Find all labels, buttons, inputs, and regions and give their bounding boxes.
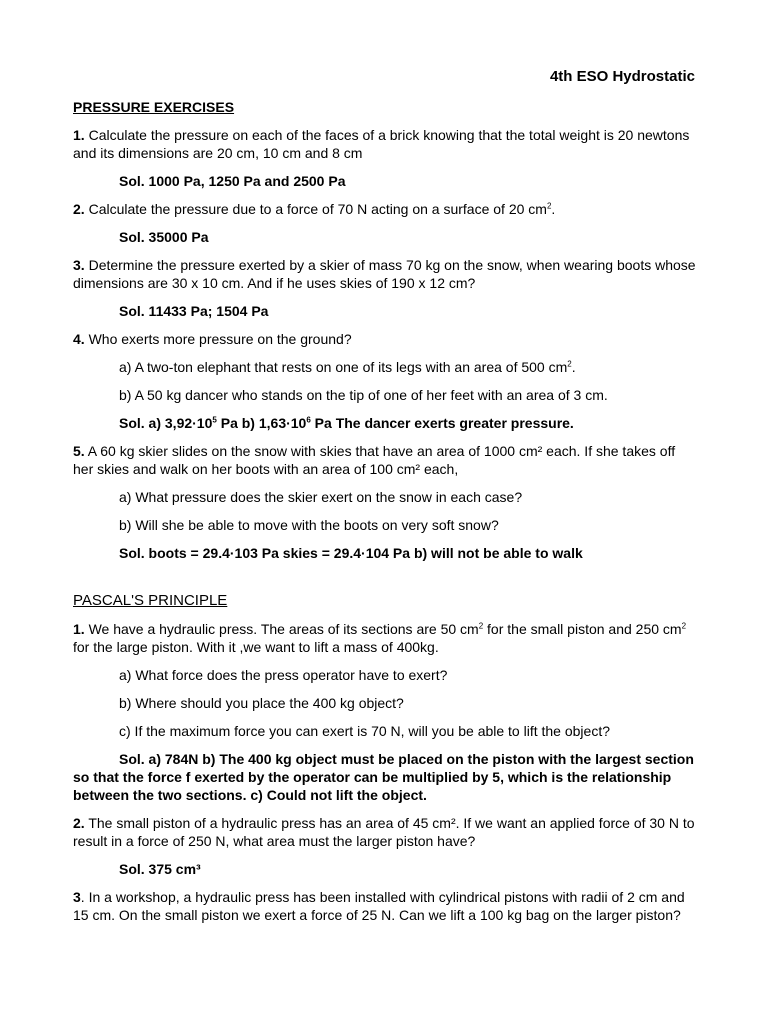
pascal-principle-heading: PASCAL'S PRINCIPLE bbox=[73, 592, 228, 609]
pressure-question-5-part-b: b) Will she be able to move with the boots on very soft snow? bbox=[119, 517, 499, 533]
part-text: a) A two-ton elephant that rests on one of its legs with an area of 500 cm bbox=[119, 359, 568, 375]
question-text: Calculate the pressure on each of the faces of a brick knowing that the total weight is 20 newtons and its dimensions are 20 cm, 10 cm and 8 cm bbox=[73, 127, 690, 161]
pascal-question-3 bbox=[73, 888, 698, 924]
pressure-question-3 bbox=[73, 256, 698, 292]
pascal-solution-1: Sol. a) 784N b) The 400 kg object must be placed on the piston with the largest section so that the force f exerted by the operator can be multiplied by 5, which is the relationship between the two sections. c) Could not lift the object. bbox=[73, 751, 694, 803]
pressure-solution-3: Sol. 11433 Pa; 1504 Pa bbox=[119, 303, 269, 319]
solution-conclusion: Pa The dancer exerts greater pressure. bbox=[310, 415, 574, 431]
question-number: 3. bbox=[73, 257, 85, 273]
pressure-question-2 bbox=[73, 200, 698, 218]
pascal-solution-2: Sol. 375 cm³ bbox=[119, 861, 201, 877]
document-body bbox=[73, 98, 698, 934]
pressure-question-4 bbox=[73, 330, 698, 348]
question-number: 2. bbox=[73, 815, 85, 831]
question-text: A 60 kg skier slides on the snow with skies that have an area of 1000 cm² each. If she takes off her skies and walk on her boots with an area of 100 cm² each, bbox=[73, 443, 676, 477]
pressure-solution-1: Sol. 1000 Pa, 1250 Pa and 2500 Pa bbox=[119, 173, 346, 189]
solution-part-b: Pa b) 1,63·10 bbox=[216, 415, 307, 431]
question-text: Calculate the pressure due to a force of 70 N acting on a surface of 20 cm bbox=[84, 201, 547, 217]
superscript: 2 bbox=[478, 621, 484, 631]
pressure-question-4-part-b: b) A 50 kg dancer who stands on the tip of one of her feet with an area of 3 cm. bbox=[119, 387, 608, 403]
pressure-question-5 bbox=[73, 442, 698, 478]
question-text: Who exerts more pressure on the ground? bbox=[84, 331, 352, 347]
question-text-end: . bbox=[551, 201, 556, 217]
question-number: 1. bbox=[73, 621, 85, 637]
question-text: . In a workshop, a hydraulic press has been installed with cylindrical pistons with radii of 2 cm and 15 cm. On the small piston we exert a force of 25 N. Can we lift a 100 kg bag on the larger piston? bbox=[73, 889, 685, 923]
part-text-end: . bbox=[571, 359, 576, 375]
solution-part-a: Sol. a) 3,92·10 bbox=[119, 415, 213, 431]
question-text: for the small piston and 250 cm bbox=[483, 621, 682, 637]
question-number: 2. bbox=[73, 201, 85, 217]
superscript: 2 bbox=[681, 621, 687, 631]
question-number: 1. bbox=[73, 127, 85, 143]
pressure-exercises-heading: PRESSURE EXERCISES bbox=[73, 99, 235, 115]
superscript: 2 bbox=[546, 201, 552, 211]
question-text: for the large piston. With it ,we want to lift a mass of 400kg. bbox=[73, 639, 439, 655]
question-number: 4. bbox=[73, 331, 85, 347]
pressure-solution-2: Sol. 35000 Pa bbox=[119, 229, 209, 245]
superscript: 5 bbox=[212, 415, 217, 425]
question-number: 3 bbox=[73, 889, 81, 905]
pascal-question-1 bbox=[73, 620, 698, 656]
pressure-question-1 bbox=[73, 126, 698, 162]
pressure-solution-5: Sol. boots = 29.4·103 Pa skies = 29.4·104 Pa b) will not be able to walk bbox=[119, 545, 583, 561]
pascal-question-1-part-a: a) What force does the press operator have to exert? bbox=[119, 667, 448, 683]
question-text: Determine the pressure exerted by a skier of mass 70 kg on the snow, when wearing boots whose dimensions are 30 x 10 cm. And if he uses skies of 190 x 12 cm? bbox=[73, 257, 696, 291]
superscript: 2 bbox=[567, 359, 572, 369]
question-text: We have a hydraulic press. The areas of its sections are 50 cm bbox=[84, 621, 479, 637]
question-number: 5. bbox=[73, 443, 85, 459]
pressure-question-4-part-a bbox=[119, 358, 698, 376]
superscript: 6 bbox=[306, 415, 311, 425]
pressure-question-5-part-a: a) What pressure does the skier exert on the snow in each case? bbox=[119, 489, 523, 505]
pascal-question-1-part-c: c) If the maximum force you can exert is 70 N, will you be able to lift the object? bbox=[119, 723, 610, 739]
pascal-question-1-part-b: b) Where should you place the 400 kg object? bbox=[119, 695, 404, 711]
document-title: 4th ESO Hydrostatic bbox=[549, 68, 695, 85]
pascal-question-2 bbox=[73, 814, 698, 850]
question-text: The small piston of a hydraulic press has an area of 45 cm². If we want an applied force of 30 N to result in a force of 250 N, what area must the larger piston have? bbox=[73, 815, 695, 849]
pressure-solution-4 bbox=[119, 414, 698, 432]
